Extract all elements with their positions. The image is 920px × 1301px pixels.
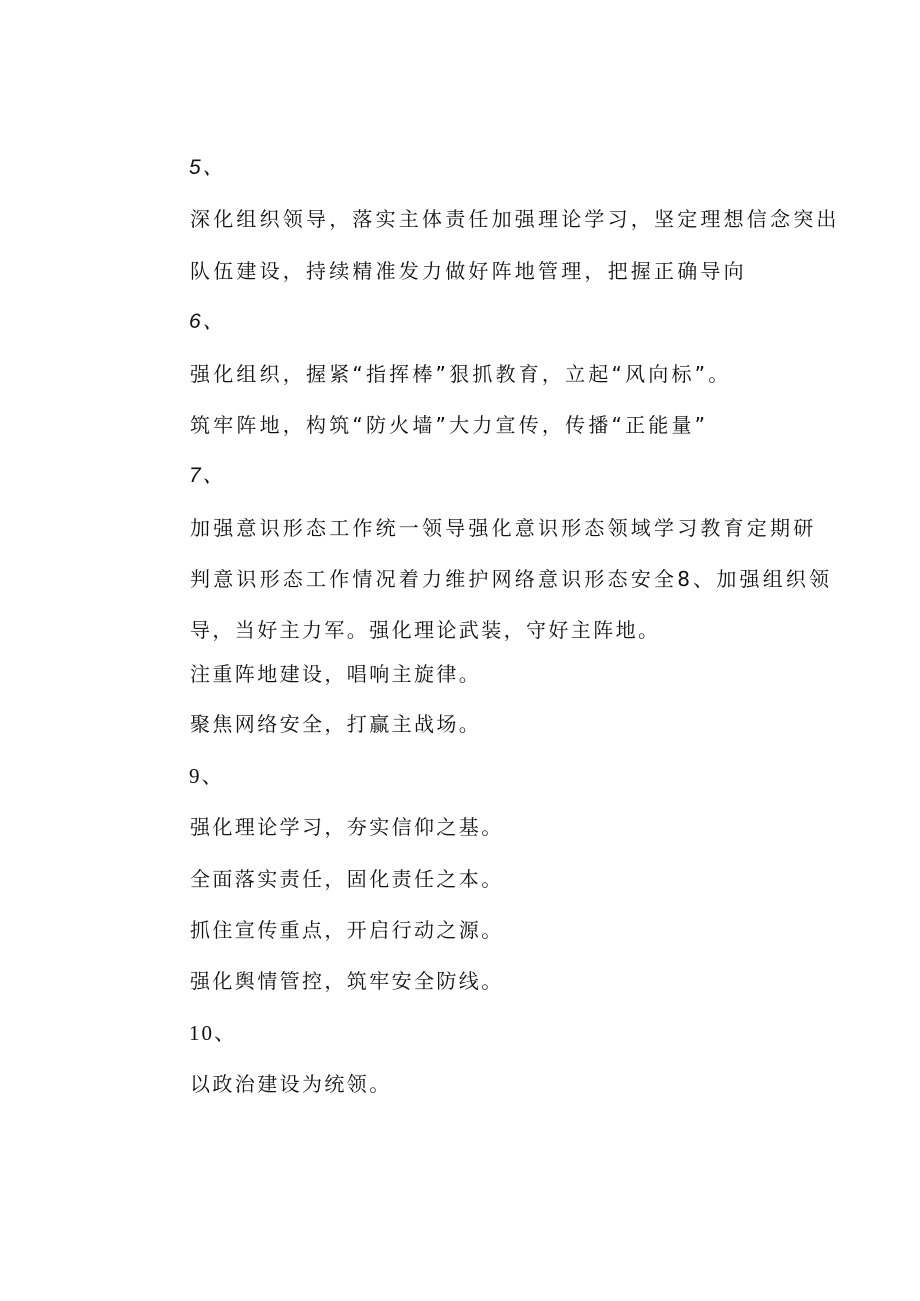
section-number-6: 6、 — [189, 310, 226, 333]
section-9-line-3: 抓住宣传重点，开启行动之源。 — [190, 918, 504, 942]
section-9-line-1: 强化理论学习，夯实信仰之基。 — [190, 815, 504, 839]
section-9-line-4: 强化舆情管控，筑牢安全防线。 — [190, 969, 504, 993]
section-7-line-1: 加强意识形态工作统一领导强化意识形态领域学习教育定期研 — [190, 516, 817, 540]
section-number-9: 9、 — [189, 764, 225, 788]
section-6-line-1: 强化组织，握紧“指挥棒”狠抓教育，立起“风向标”。 — [190, 362, 732, 386]
section-7-line-2: 判意识形态工作情况着力维护网络意识形态安全8、加强组织领 — [190, 567, 833, 591]
section-number-10: 10、 — [189, 1021, 237, 1045]
section-5-line-2: 队伍建设，持续精准发力做好阵地管理，把握正确导向 — [190, 259, 747, 283]
section-5-line-1: 深化组织领导，落实主体责任加强理论学习，坚定理想信念突出 — [190, 207, 840, 231]
section-7-line-5: 聚焦网络安全，打赢主战场。 — [190, 712, 482, 736]
section-number-7: 7、 — [189, 464, 226, 487]
section-number-5: 5、 — [189, 156, 226, 179]
section-10-line-1: 以政治建设为统领。 — [190, 1072, 392, 1096]
section-6-line-2: 筑牢阵地，构筑“防火墙”大力宣传，传播“正能量” — [190, 413, 709, 437]
section-7-line-3: 导，当好主力军。强化理论武装，守好主阵地。 — [190, 618, 661, 642]
section-9-line-2: 全面落实责任，固化责任之本。 — [190, 867, 504, 891]
section-7-line-4: 注重阵地建设，唱响主旋律。 — [190, 662, 482, 686]
